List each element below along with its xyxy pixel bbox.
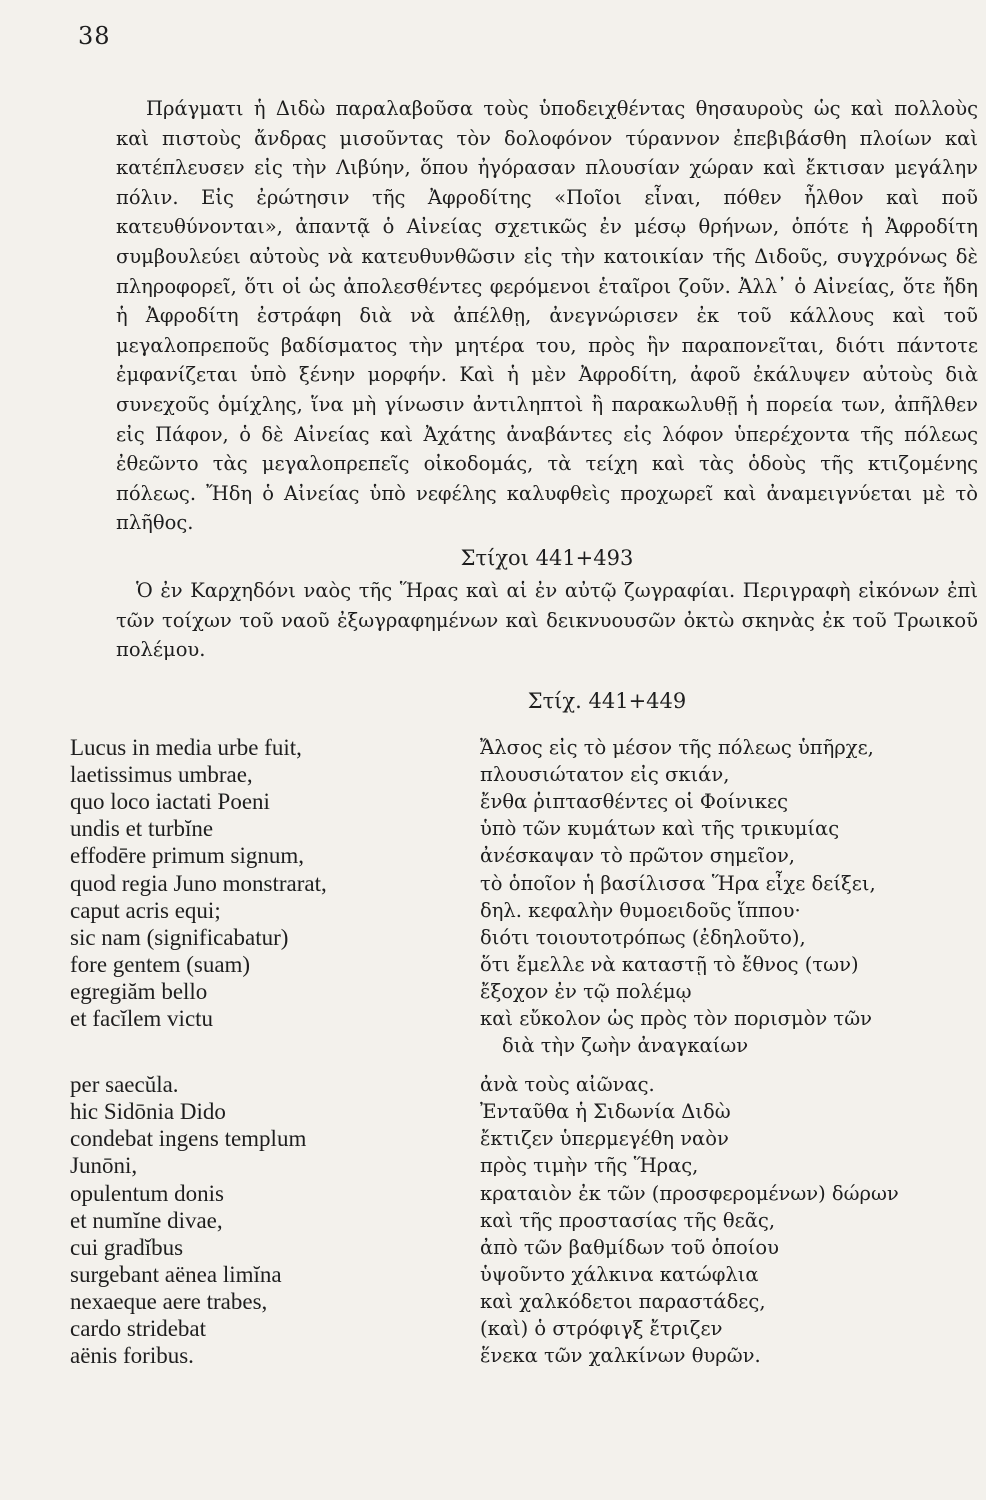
greek-line: Ἐνταῦθα ἡ Σιδωνία Διδὼ (480, 1100, 731, 1124)
greek-line: Ἄλσος εἰς τὸ μέσον τῆς πόλεως ὑπῆρχε, (480, 736, 874, 760)
parallel-line (70, 1315, 980, 1342)
greek-line: τὸ ὁποῖον ἡ βασίλισσα Ἥρα εἶχε δείξει, (480, 871, 876, 895)
latin-line: opulentum donis (70, 1180, 224, 1206)
parallel-line (70, 842, 980, 869)
parallel-line (70, 1234, 980, 1261)
greek-line: ἔκτιζεν ὑπερμεγέθη ναὸν (480, 1127, 729, 1151)
latin-line: condebat ingens templum (70, 1126, 307, 1152)
parallel-line (70, 869, 980, 896)
greek-line: ἀνὰ τοὺς αἰῶνας. (480, 1073, 655, 1097)
latin-line: cui gradĭbus (70, 1234, 184, 1260)
latin-line: Junōni, (70, 1153, 138, 1179)
latin-line: hic Sidōnia Dido (70, 1099, 226, 1125)
parallel-line (70, 734, 980, 761)
parallel-line (70, 1032, 980, 1059)
latin-line: aënis foribus. (70, 1343, 194, 1369)
parallel-line (70, 1342, 980, 1369)
prose-section (116, 94, 978, 719)
parallel-line (70, 1207, 980, 1234)
greek-line: ἕνεκα τῶν χαλκίνων θυρῶν. (480, 1344, 761, 1368)
latin-line: laetissimus umbrae, (70, 762, 253, 788)
latin-line: caput acris equi; (70, 897, 221, 923)
greek-line: καὶ εὔκολον ὡς πρὸς τὸν πορισμὸν τῶν (480, 1007, 872, 1031)
latin-line: et facĭlem victu (70, 1006, 214, 1032)
greek-line: ἀπὸ τῶν βαθμίδων τοῦ ὁποίου (480, 1235, 779, 1259)
latin-line: quo loco iactati Poeni (70, 789, 270, 815)
greek-line: ἀνέσκαψαν τὸ πρῶτον σημεῖον, (480, 844, 795, 868)
parallel-line (70, 951, 980, 978)
summary-paragraph-1: Πράγματι ἡ Διδὼ παραλαβοῦσα τοὺς ὑποδειχθέντας θησαυροὺς ὡς καὶ πολλοὺς καὶ πιστοὺς ἄνδρας μισοῦντας τὸν δολοφόνον τύραννον ἐπεβιβάσθη πλοίων καὶ κατέπλευσεν εἰς τὴν Λιβύην, ὅπου ἠγόρασαν πλουσίαν χώραν καὶ ἔκτισαν μεγάλην πόλιν. Εἰς ἐρώτησιν τῆς Ἀφροδίτης «Ποῖοι εἶναι, πόθεν ἦλθον καὶ ποῦ κατευθύνονται», ἀπαντᾷ ὁ Αἰνείας σχετικῶς ἐν μέσῳ θρήνων, ὁπότε ἡ Ἀφροδίτη συμβουλεύει αὐτοὺς νὰ κατευθυνθῶσιν εἰς τὴν κατοικίαν τῆς Διδοῦς, συγχρόνως δὲ πληροφορεῖ, ὅτι οἱ ὡς ἀπολεσθέντες φερόμενοι ἑταῖροι ζοῦν. Ἀλλ᾽ ὁ Αἰνείας, ὅτε ἤδη ἡ Ἀφροδίτη ἐστράφη διὰ νὰ ἀπέλθῃ, ἀνεγνώρισεν ἐκ τοῦ κάλλους καὶ τοῦ μεγαλοπρεποῦς βαδίσματος τὴν μητέρα του, πρὸς ἣν παραπονεῖται, διότι πάντοτε ἐμφανίζεται ὑπὸ ξένην μορφήν. Καὶ ἡ μὲν Ἀφροδίτη, ἀφοῦ ἐκάλυψεν αὐτοὺς διὰ συνεχοῦς ὁμίχλης, ἵνα μὴ γίνωσιν ἀντιληπτοὶ ἢ παρακωλυθῇ ἡ πορεία των, ἀπῆλθεν εἰς Πάφον, ὁ δὲ Αἰνείας καὶ Ἀχάτης ἀναβάντες εἰς λόφον ὑπερέχοντα τῆς πόλεως ἐθεῶντο τὰς μεγαλοπρεπεῖς οἰκοδομάς, τὰ τείχη καὶ τὰς ὁδοὺς τῆς κτιζομένης πόλεως. Ἤδη ὁ Αἰνείας ὑπὸ νεφέλης καλυφθεὶς προχωρεῖ καὶ ἀναμειγνύεται μὲ τὸ πλῆθος. (116, 97, 978, 535)
greek-line: πλουσιώτατον εἰς σκιάν, (480, 763, 730, 787)
parallel-line (70, 815, 980, 842)
greek-line: δηλ. κεφαλὴν θυμοειδοῦς ἵππου· (480, 898, 801, 922)
section-heading-verses: Στίχοι 441+493 (460, 545, 634, 570)
parallel-line (70, 761, 980, 788)
parallel-line (70, 1059, 980, 1098)
parallel-line (70, 788, 980, 815)
latin-line: undis et turbĭne (70, 816, 214, 842)
summary-paragraph-2: Ὁ ἐν Καρχηδόνι ναὸς τῆς Ἥρας καὶ αἱ ἐν αὐτῷ ζωγραφίαι. Περιγραφὴ εἰκόνων ἐπὶ τῶν τοίχων τοῦ ναοῦ ἐξωγραφημένων καὶ δεικνυουσῶν ὀκτὼ σκηνὰς ἐκ τοῦ Τρωικοῦ πολέμου. (116, 578, 978, 662)
latin-line: effodēre primum signum, (70, 843, 304, 869)
latin-line: et numĭne divae, (70, 1207, 223, 1233)
latin-line: nexaeque aere trabes, (70, 1288, 268, 1314)
greek-line: διὰ τὴν ζωὴν ἀναγκαίων (502, 1034, 749, 1058)
greek-line: πρὸς τιμὴν τῆς Ἥρας, (480, 1154, 699, 1178)
page-number: 38 (78, 22, 111, 50)
greek-line: καὶ τῆς προστασίας τῆς θεᾶς, (480, 1208, 776, 1232)
parallel-line (70, 1261, 980, 1288)
greek-line: (καὶ) ὁ στρόφιγξ ἔτριζεν (480, 1316, 723, 1340)
greek-line: ὅτι ἔμελλε νὰ καταστῇ τὸ ἔθνος (των) (480, 952, 859, 976)
greek-line: διότι τοιουτοτρόπως (ἐδηλοῦτο), (480, 925, 806, 949)
parallel-line (70, 978, 980, 1005)
latin-line: sic nam (significabatur) (70, 924, 289, 950)
parallel-line (70, 1288, 980, 1315)
parallel-line (70, 1152, 980, 1179)
latin-line: Lucus in media urbe fuit, (70, 735, 302, 761)
greek-line: κραταιὸν ἐκ τῶν (προσφερομένων) δώρων (480, 1181, 899, 1205)
greek-line: ἔξοχον ἐν τῷ πολέμῳ (480, 979, 692, 1003)
latin-line: egregiăm bello (70, 978, 208, 1004)
parallel-line (70, 897, 980, 924)
parallel-text (70, 734, 980, 1369)
latin-line: cardo stridebat (70, 1315, 207, 1341)
greek-line: καὶ χαλκόδετοι παραστάδες, (480, 1289, 766, 1313)
greek-line: ὑψοῦντο χάλκινα κατώφλια (480, 1262, 759, 1286)
greek-line: ἔνθα ῥιπτασθέντες οἱ Φοίνικες (480, 790, 788, 814)
latin-line: fore gentem (suam) (70, 951, 251, 977)
subsection-heading-verses: Στίχ. 441+449 (527, 688, 687, 713)
parallel-line (70, 1098, 980, 1125)
greek-line: ὑπὸ τῶν κυμάτων καὶ τῆς τρικυμίας (480, 817, 840, 841)
parallel-line (70, 1179, 980, 1206)
parallel-line (70, 924, 980, 951)
parallel-line (70, 1005, 980, 1032)
latin-line: surgebant aënea limĭna (70, 1261, 282, 1287)
latin-line: per saecŭla. (70, 1072, 179, 1098)
latin-line: quod regia Juno monstrarat, (70, 870, 327, 896)
parallel-line (70, 1125, 980, 1152)
